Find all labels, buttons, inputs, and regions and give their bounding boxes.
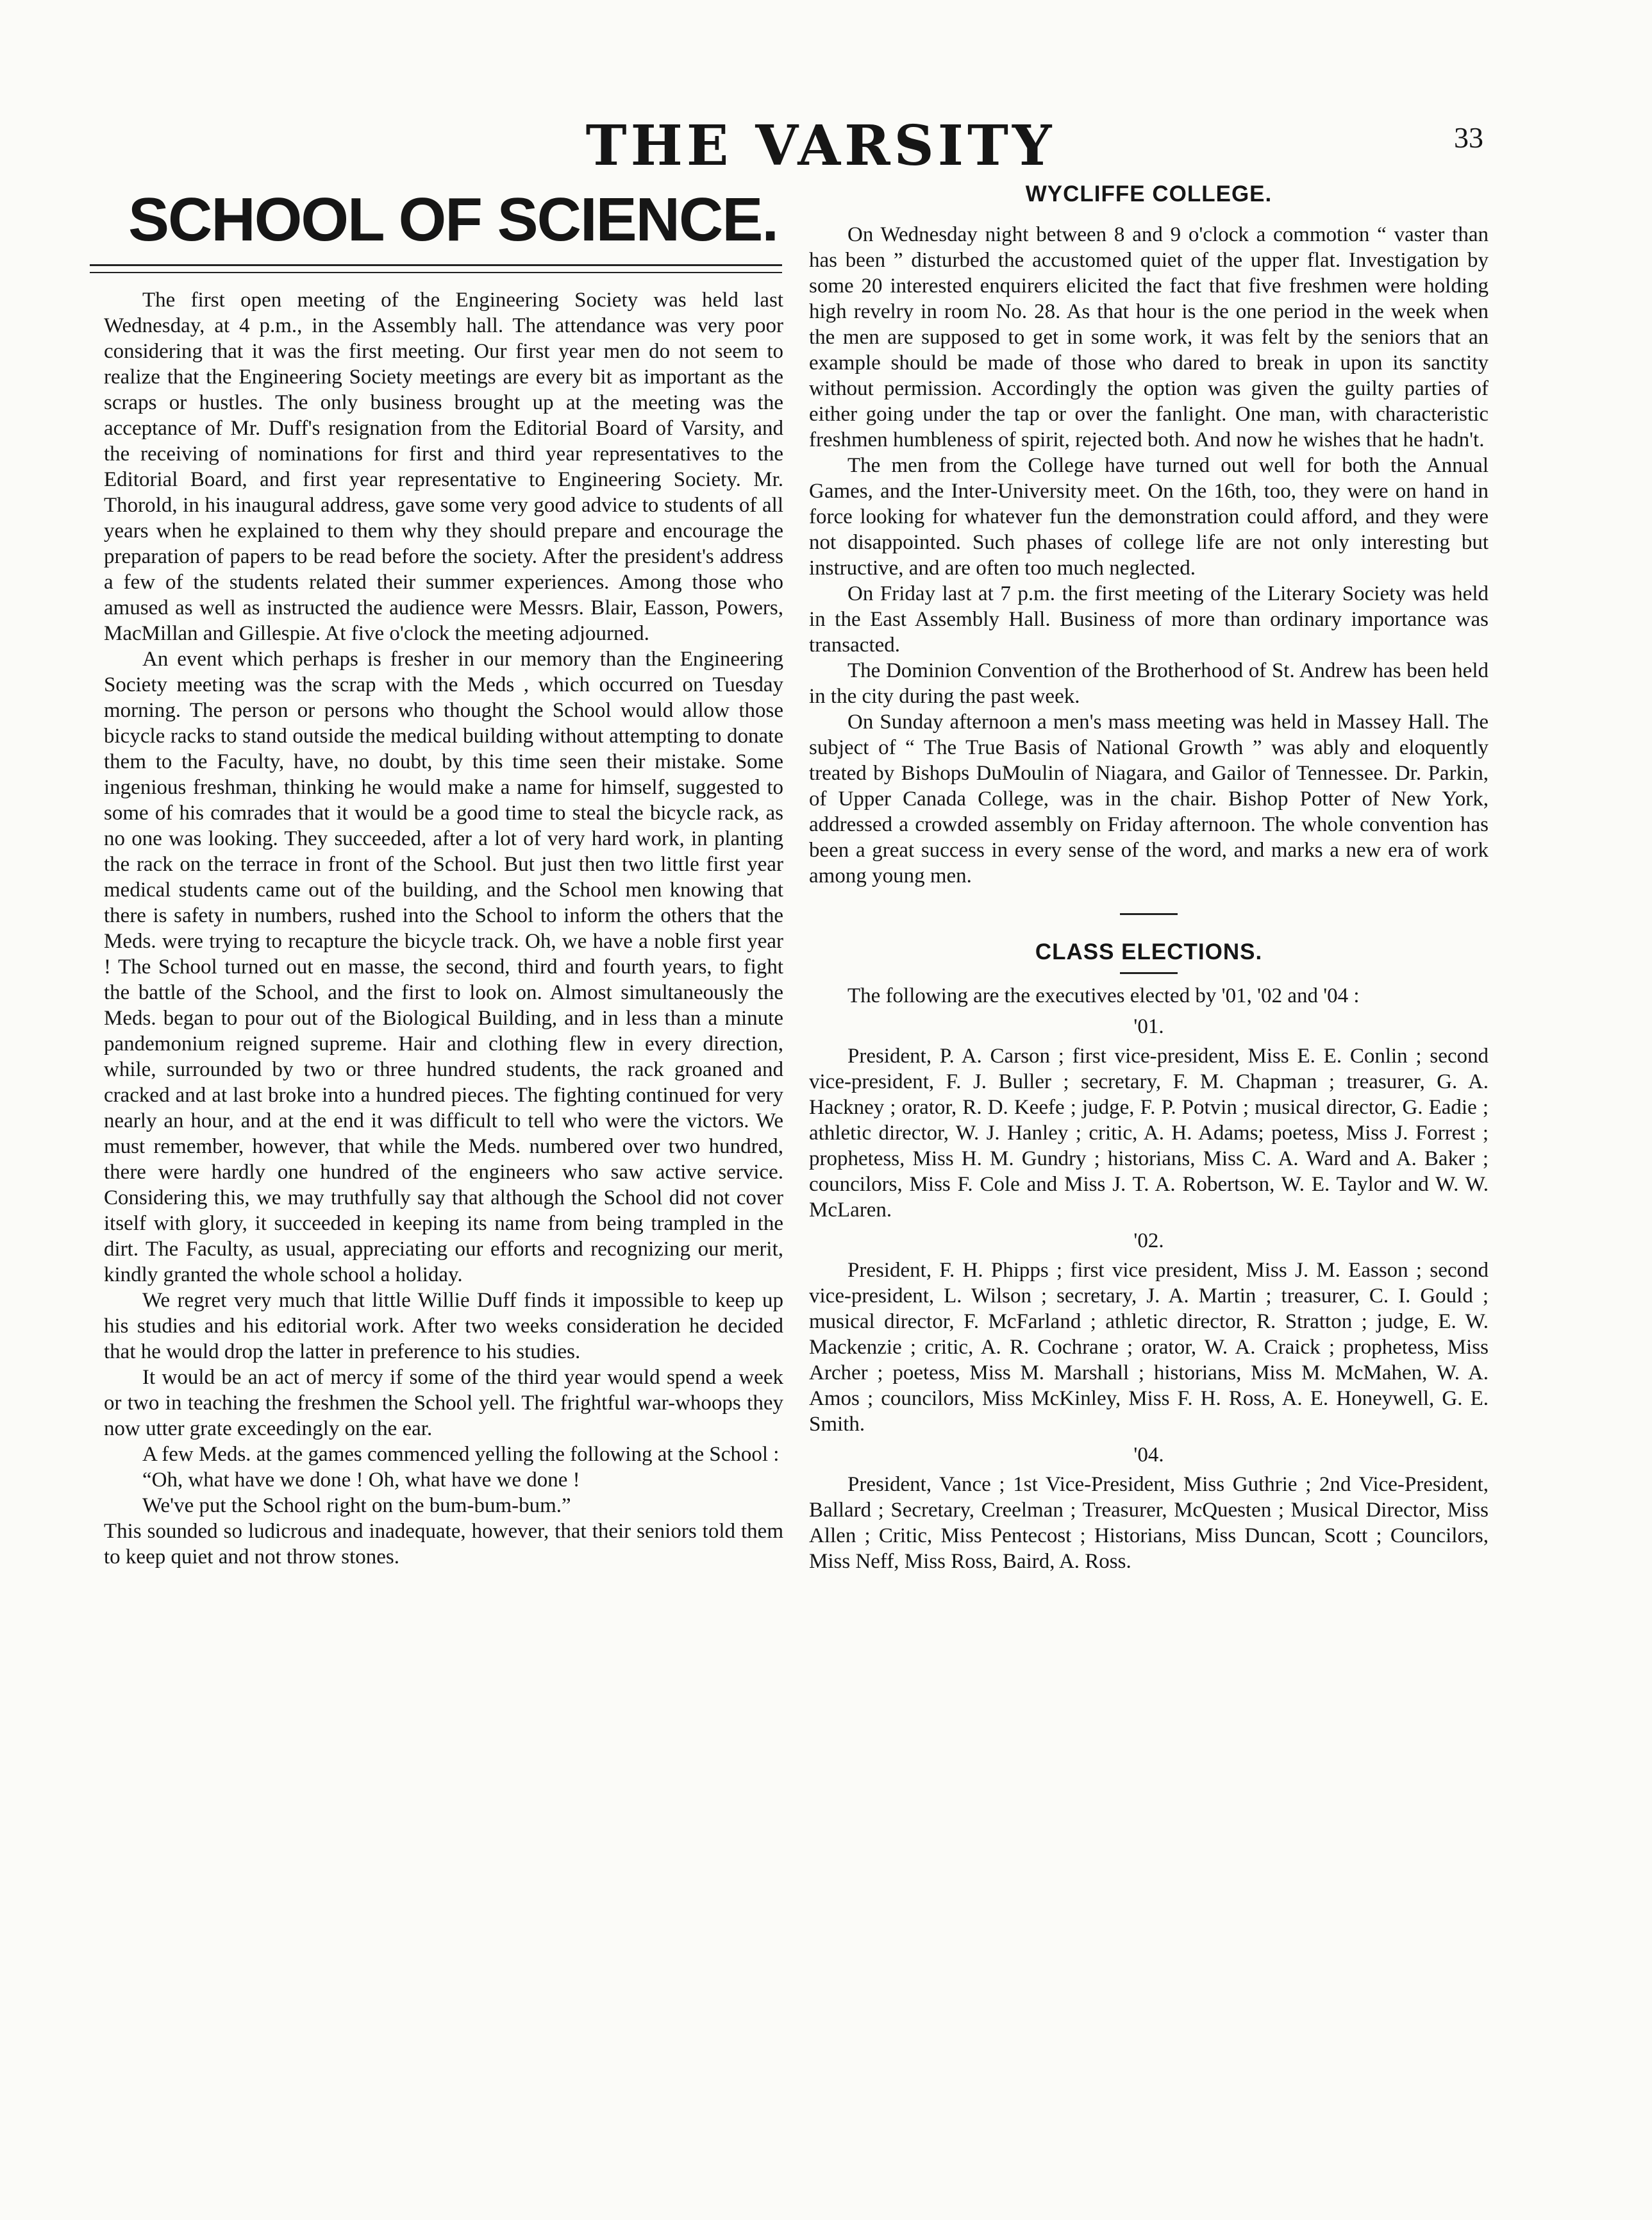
verse-line: “Oh, what have we done ! Oh, what have we done ! [142, 1468, 580, 1492]
paragraph: On Sunday afternoon a men's mass meeting was held in Massey Hall. The subject of “ The True Basis of National Growth ” was ably and eloquently treated by Bishops DuMoulin of Niagara, and Gailor of Tennessee. Dr. Parkin, of Upper Canada College, was in the chair. Bishop Potter of New York, addressed a crowded assembly on Friday afternoon. The whole convention has been a great success in every sense of the word, and marks a new era of work among young men. [809, 711, 1489, 887]
right-column [809, 183, 1489, 1574]
paragraph: We regret very much that little Willie Duff finds it impossible to keep up his studies and his editorial work. After two weeks consideration he decided that he would drop the latter in preference to his studies. [104, 1289, 783, 1363]
paragraph: The first open meeting of the Engineering Society was held last Wednesday, at 4 p.m., in the Assembly hall. The attendance was very poor considering that it was the first meeting. Our first year men do not seem to realize that the Engineering Society meetings are every bit as important as the scraps or hustles. The only business brought up at the meeting was the acceptance of Mr. Duff's resignation from the Editorial Board of Varsity, and the receiving of nominations for first and third year representatives to the Editorial Board, and first year representative to Engineering Society. Mr. Thorold, in his inaugural address, gave some very good advice to students of all years when he explained to them why they should prepare and encourage the preparation of papers to be read before the society. After the president's address a few of the students related their summer experiences. Among those who amused as well as instructed the audience were Messrs. Blair, Easson, Powers, MacMillan and Gillespie. At five o'clock the meeting adjourned. [104, 289, 783, 645]
paragraph: President, F. H. Phipps ; first vice president, Miss J. M. Easson ; second vice-president, L. Wilson ; secretary, J. A. Martin ; treasurer, C. I. Gould ; musical director, F. McFarland ; athletic director, R. Stratton ; judge, E. W. Mackenzie ; critic, A. R. Cochrane ; orator, W. A. Craick ; prophetess, Miss Archer ; poetess, Miss M. Marshall ; historians, Miss M. McMahen, W. A. Amos ; councilors, Miss McKinley, Miss F. H. Ross, A. E. Honeywell, G. E. Smith. [809, 1259, 1489, 1436]
class-elections-article [809, 983, 1489, 1574]
title-double-rule [90, 264, 782, 273]
paragraph: President, Vance ; 1st Vice-President, Miss Guthrie ; 2nd Vice-President, Ballard ; Secretary, Creelman ; Treasurer, McQuesten ; Musical Director, Miss Allen ; Critic, Miss Pentecost ; Historians, Miss Duncan, Scott ; Councilors, Miss Neff, Miss Ross, Baird, A. Ross. [809, 1473, 1489, 1573]
paragraph: The men from the College have turned out well for both the Annual Games, and the Inter-University meet. On the 16th, too, they were on hand in force looking for whatever fun the demonstration could afford, and they were not disappointed. Such phases of college life are not only interesting but instructive, and are often too much neglected. [809, 454, 1489, 580]
masthead: THE VARSITY [585, 114, 1056, 178]
school-of-science-article [104, 287, 783, 1570]
section-title-wycliffe: WYCLIFFE COLLEGE. [1025, 181, 1272, 206]
section-divider [1120, 972, 1178, 974]
section-divider [1120, 913, 1178, 915]
verse-line: We've put the School right on the bum-bum-bum.” [142, 1494, 571, 1517]
section-title-school-of-science: SCHOOL OF SCIENCE. [128, 185, 778, 254]
section-title-class-elections: CLASS ELECTIONS. [1035, 939, 1263, 964]
left-column [104, 287, 783, 1570]
paragraph: It would be an act of mercy if some of the third year would spend a week or two in teaching the freshmen the School yell. The frightful war-whoops they now utter grate exceedingly on the ear. [104, 1366, 783, 1440]
year-heading: '02. [1133, 1229, 1164, 1252]
year-heading: '04. [1133, 1443, 1164, 1467]
paragraph: The Dominion Convention of the Brotherhood of St. Andrew has been held in the city during the past week. [809, 659, 1489, 708]
closing-paragraph: This sounded so ludicrous and inadequate, however, that their seniors told them to keep quiet and not throw stones. [104, 1520, 783, 1568]
wycliffe-article [809, 222, 1489, 889]
paragraph: On Wednesday night between 8 and 9 o'clock a commotion “ vaster than has been ” disturbed the accustomed quiet of the upper flat. Investigation by some 20 interested enquirers elicited the fact that five freshmen were holding high revelry in room No. 28. As that hour is the one period in the week when the men are supposed to get in some work, it was felt by the seniors that an example should be made of those who dared to break in upon its sanctity without permission. Accordingly the option was given the guilty parties of either going under the tap or over the fanlight. One man, with characteristic freshmen humbleness of spirit, rejected both. And now he wishes that he hadn't. [809, 223, 1489, 451]
paragraph: The following are the executives elected by '01, '02 and '04 : [847, 984, 1360, 1007]
paragraph: President, P. A. Carson ; first vice-president, Miss E. E. Conlin ; second vice-president, F. J. Buller ; secretary, F. M. Chapman ; treasurer, G. A. Hackney ; orator, R. D. Keefe ; judge, F. P. Potvin ; musical director, G. Eadie ; athletic director, W. J. Hanley ; critic, A. H. Adams; poetess, Miss J. Forrest ; prophetess, Miss H. M. Gundry ; historians, Miss C. A. Ward and A. Baker ; councilors, Miss F. Cole and Miss J. T. A. Robertson, W. E. Taylor and W. W. McLaren. [809, 1045, 1489, 1222]
paragraph: A few Meds. at the games commenced yelling the following at the School : [142, 1443, 780, 1466]
year-heading: '01. [1133, 1015, 1164, 1038]
page-number: 33 [1454, 121, 1483, 154]
paragraph: On Friday last at 7 p.m. the first meeting of the Literary Society was held in the East Assembly Hall. Business of more than ordinary importance was transacted. [809, 582, 1489, 657]
paragraph: An event which perhaps is fresher in our memory than the Engineering Society meeting was the scrap with the Meds , which occurred on Tuesday morning. The person or persons who thought the School would allow those bicycle racks to stand outside the medical building without attempting to donate them to the Faculty, have, no doubt, by this time seen their mistake. Some ingenious freshman, thinking he would make a name for himself, suggested to some of his comrades that it would be a good time to steal the bicycle rack, as no one was looking. They succeeded, after a lot of very hard work, in planting the rack on the terrace in front of the School. But just then two little first year medical students came out of the building, and the School men knowing that there is safety in numbers, rushed into the School to inform the others that the Meds. were trying to recapture the bicycle track. Oh, we have a noble first year ! The School turned out en masse, the second, third and fourth years, to fight the battle of the School, and the first to look on. Almost simultaneously the Meds. began to pour out of the Biological Building, and in less than a minute pandemonium reigned supreme. Hair and clothing flew in every direction, while, surrounded by two or three hundred students, the rack groaned and cracked and at last broke into a hundred pieces. The fighting continued for very nearly an hour, and at the end it was difficult to tell who were the victors. We must remember, however, that while the Meds. numbered over two hundred, there were hardly one hundred of the engineers who saw active service. Considering this, we may truthfully say that although the School did not cover itself with glory, it succeeded in keeping its name from being trampled in the dirt. The Faculty, as usual, appreciating our efforts and recognizing our merit, kindly granted the whole school a holiday. [104, 648, 783, 1286]
